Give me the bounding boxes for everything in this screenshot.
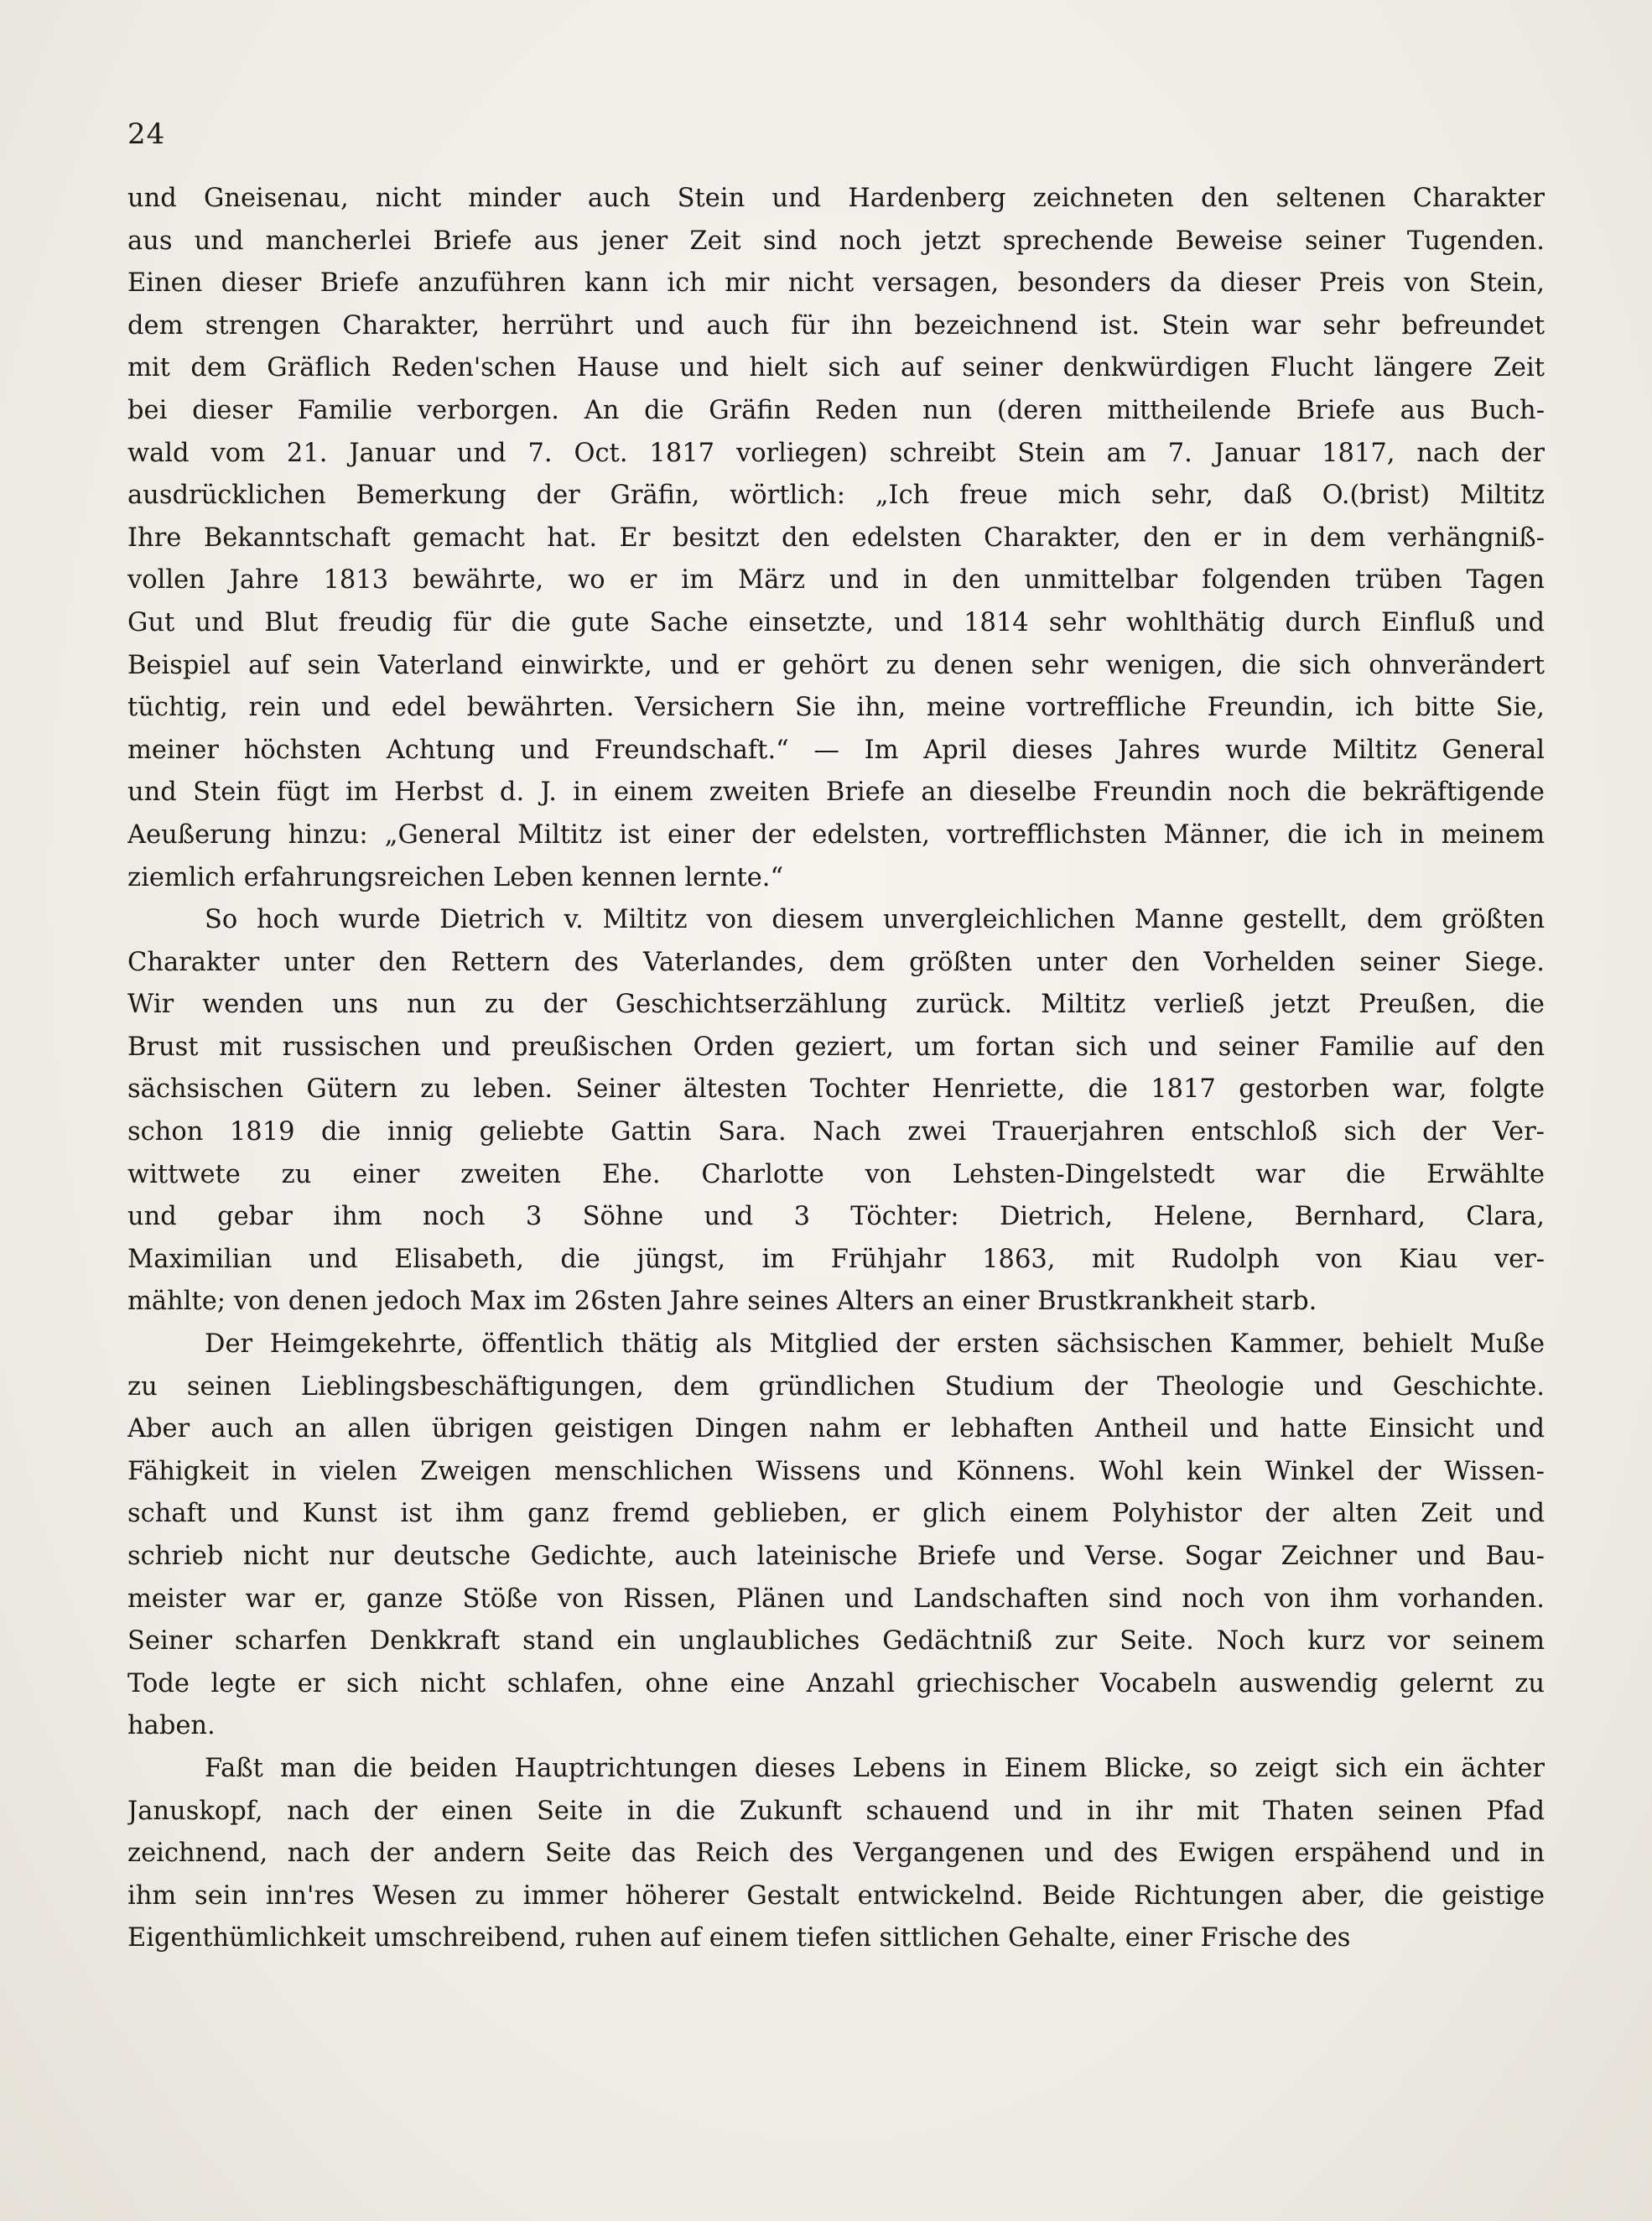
text-line: ausdrücklichen Bemerkung der Gräfin, wörtlich: „Ich freue mich sehr, daß O.(brist) Miltitz [127, 481, 1545, 511]
text-line: dem strengen Charakter, herrührt und auch für ihn bezeichnend ist. Stein war sehr befreundet [127, 310, 1545, 341]
text-line: Einen dieser Briefe anzuführen kann ich mir nicht versagen, besonders da dieser Preis von Stein, [127, 268, 1545, 299]
text-line: aus und mancherlei Briefe aus jener Zeit sind noch jetzt sprechende Beweise seiner Tugenden. [127, 226, 1545, 256]
text-line: mählte; von denen jedoch Max im 26sten Jahre seines Alters an einer Brustkrankheit starb. [127, 1287, 1317, 1317]
text-line: vollen Jahre 1813 bewährte, wo er im März und in den unmittelbar folgenden trüben Tagen [127, 565, 1545, 596]
text-line: wittwete zu einer zweiten Ehe. Charlotte von Lehsten-Dingelstedt war die Erwählte [127, 1159, 1545, 1189]
text-line: wald vom 21. Januar und 7. Oct. 1817 vorliegen) schreibt Stein am 7. Januar 1817, nach der [127, 438, 1545, 468]
text-line: meister war er, ganze Stöße von Rissen, Plänen und Landschaften sind noch von ihm vorhanden. [127, 1584, 1545, 1614]
text-line: meiner höchsten Achtung und Freundschaft.“ — Im April dieses Jahres wurde Miltitz General [127, 735, 1545, 765]
paragraph [127, 899, 1545, 1324]
paragraph [127, 178, 1545, 899]
paragraph [127, 1748, 1545, 1960]
paragraph [127, 1324, 1545, 1748]
text-line: Aeußerung hinzu: „General Miltitz ist einer der edelsten, vortrefflichsten Männer, die ich in meinem [127, 819, 1545, 850]
page-number: 24 [127, 117, 166, 151]
text-line: Faßt man die beiden Hauptrichtungen dieses Lebens in Einem Blicke, so zeigt sich ein ächter [205, 1753, 1545, 1783]
text-line: und gebar ihm noch 3 Söhne und 3 Töchter: Dietrich, Helene, Bernhard, Clara, [127, 1202, 1545, 1232]
text-line: Eigenthümlichkeit umschreibend, ruhen auf einem tiefen sittlichen Gehalte, einer Frische des [127, 1923, 1351, 1953]
text-line: Maximilian und Elisabeth, die jüngst, im Frühjahr 1863, mit Rudolph von Kiau ver- [127, 1244, 1545, 1274]
text-line: sächsischen Gütern zu leben. Seiner ältesten Tochter Henriette, die 1817 gestorben war, folgte [127, 1074, 1545, 1105]
text-line: Beispiel auf sein Vaterland einwirkte, und er gehört zu denen sehr wenigen, die sich ohnverändert [127, 650, 1545, 680]
text-line: Ihre Bekanntschaft gemacht hat. Er besitzt den edelsten Charakter, den er in dem verhängniß- [127, 523, 1545, 553]
text-line: ziemlich erfahrungsreichen Leben kennen lernte.“ [127, 862, 784, 892]
text-line: Seiner scharfen Denkkraft stand ein unglaubliches Gedächtniß zur Seite. Noch kurz vor seinem [127, 1626, 1545, 1657]
text-line: schon 1819 die innig geliebte Gattin Sara. Nach zwei Trauerjahren entschloß sich der Ver- [127, 1117, 1545, 1147]
text-line: schrieb nicht nur deutsche Gedichte, auch lateinische Briefe und Verse. Sogar Zeichner und Bau- [127, 1542, 1545, 1571]
text-line: bei dieser Familie verborgen. An die Gräfin Reden nun (deren mittheilende Briefe aus Buch- [127, 395, 1545, 425]
text-line: und Gneisenau, nicht minder auch Stein und Hardenberg zeichneten den seltenen Charakter [127, 184, 1545, 213]
body-text [127, 178, 1545, 1960]
text-line: mit dem Gräflich Reden'schen Hause und hielt sich auf seiner denkwürdigen Flucht längere Zeit [127, 353, 1545, 383]
text-line: Der Heimgekehrte, öffentlich thätig als Mitglied der ersten sächsischen Kammer, behielt Muße [205, 1329, 1545, 1360]
text-line: tüchtig, rein und edel bewährten. Versichern Sie ihn, meine vortreffliche Freundin, ich bitte Sie, [127, 693, 1545, 723]
text-line: So hoch wurde Dietrich v. Miltitz von diesem unvergleichlichen Manne gestellt, dem größten [205, 905, 1545, 935]
text-line: zeichnend, nach der andern Seite das Reich des Vergangenen und des Ewigen erspähend und in [127, 1839, 1545, 1869]
text-line: Charakter unter den Rettern des Vaterlandes, dem größten unter den Vorhelden seiner Siege. [127, 947, 1545, 977]
text-line: Januskopf, nach der einen Seite in die Zukunft schauend und in ihr mit Thaten seinen Pfad [127, 1796, 1545, 1826]
text-line: ihm sein inn'res Wesen zu immer höherer Gestalt entwickelnd. Beide Richtungen aber, die geistige [127, 1880, 1545, 1911]
text-line: Aber auch an allen übrigen geistigen Dingen nahm er lebhaften Antheil und hatte Einsicht und [127, 1414, 1545, 1444]
text-line: haben. [127, 1711, 216, 1741]
text-line: schaft und Kunst ist ihm ganz fremd geblieben, er glich einem Polyhistor der alten Zeit und [127, 1499, 1545, 1529]
text-line: Wir wenden uns nun zu der Geschichtserzählung zurück. Miltitz verließ jetzt Preußen, die [127, 990, 1545, 1020]
text-line: Brust mit russischen und preußischen Orden geziert, um fortan sich und seiner Familie auf den [127, 1032, 1545, 1062]
text-line: Fähigkeit in vielen Zweigen menschlichen Wissens und Könnens. Wohl kein Winkel der Wissen- [127, 1456, 1545, 1486]
text-line: Gut und Blut freudig für die gute Sache einsetzte, und 1814 sehr wohlthätig durch Einfluß und [127, 607, 1545, 637]
text-line: Tode legte er sich nicht schlafen, ohne eine Anzahl griechischer Vocabeln auswendig gelernt zu [127, 1668, 1545, 1698]
text-line: und Stein fügt im Herbst d. J. in einem zweiten Briefe an dieselbe Freundin noch die bekräftigende [127, 778, 1545, 808]
text-line: zu seinen Lieblingsbeschäftigungen, dem gründlichen Studium der Theologie und Geschichte. [127, 1371, 1545, 1402]
